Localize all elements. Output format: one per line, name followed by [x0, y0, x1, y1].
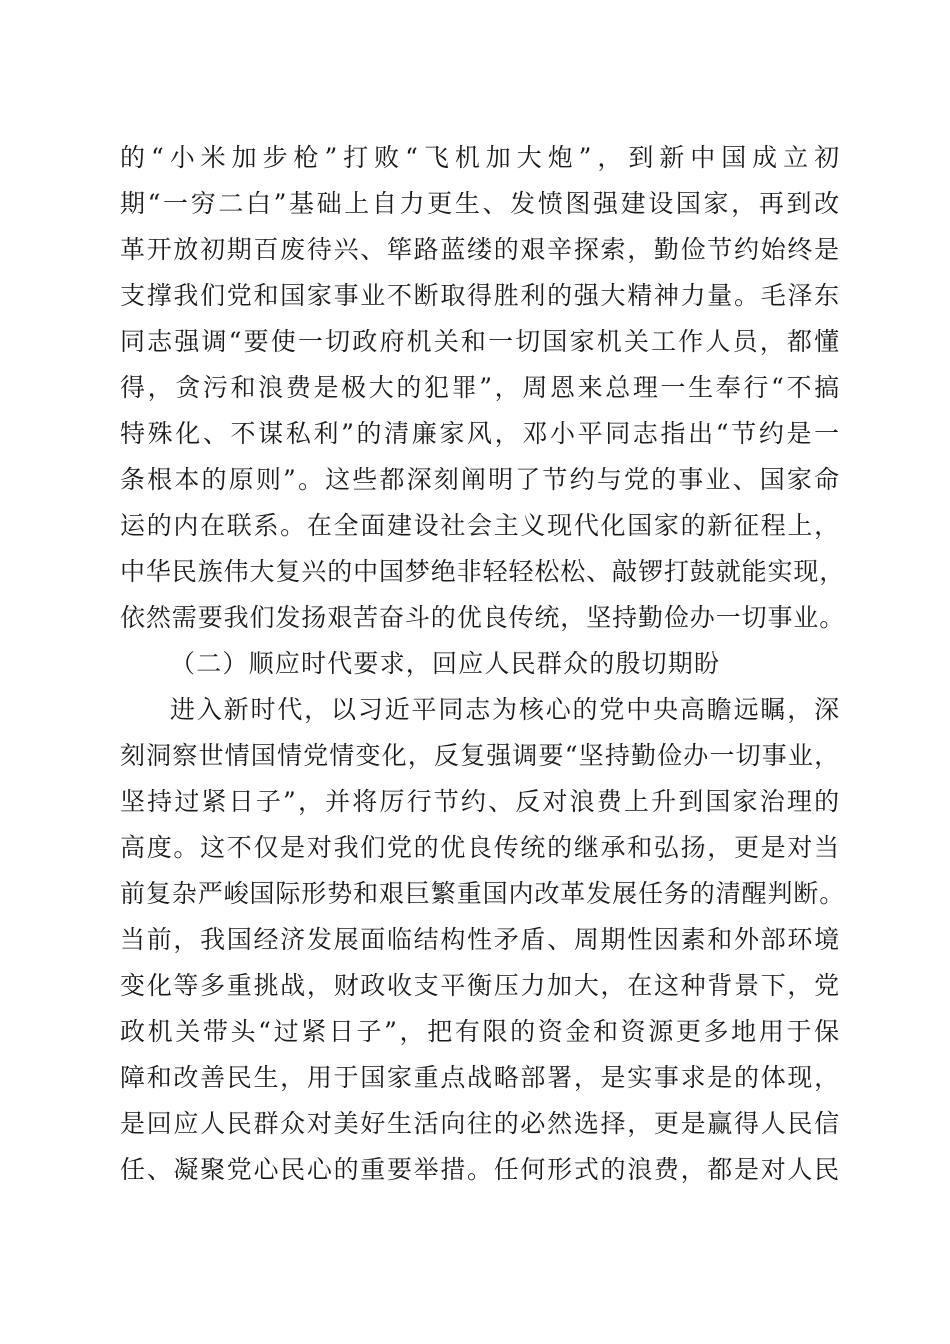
body-line: 前复杂严峻国际形势和艰巨繁重国内改革发展任务的清醒判断。	[120, 879, 846, 908]
body-line: 中华民族伟大复兴的中国梦绝非轻轻松松、敲锣打鼓就能实现，	[120, 557, 846, 586]
body-line: 运的内在联系。在全面建设社会主义现代化国家的新征程上，	[120, 511, 840, 540]
body-line: 任、凝聚党心民心的重要举措。任何形式的浪费，都是对人民	[120, 1155, 840, 1184]
body-line: 革开放初期百废待兴、筚路蓝缕的艰辛探索，勤俭节约始终是	[120, 235, 840, 264]
body-line: 政机关带头“过紧日子”，把有限的资金和资源更多地用于保	[120, 1017, 840, 1046]
body-line: 的“小米加步枪”打败“飞机加大炮”，到新中国成立初	[120, 143, 840, 172]
body-line: 变化等多重挑战，财政收支平衡压力加大，在这种背景下，党	[120, 971, 840, 1000]
body-line: 支撑我们党和国家事业不断取得胜利的强大精神力量。毛泽东	[120, 281, 840, 310]
body-line: 得，贪污和浪费是极大的犯罪”，周恩来总理一生奉行“不搞	[120, 373, 840, 402]
body-line: 特殊化、不谋私利”的清廉家风，邓小平同志指出“节约是一	[120, 419, 840, 448]
body-line: 当前，我国经济发展面临结构性矛盾、周期性因素和外部环境	[120, 925, 840, 954]
body-line: 依然需要我们发扬艰苦奋斗的优良传统，坚持勤俭办一切事业。	[120, 603, 846, 632]
body-line: 刻洞察世情国情党情变化，反复强调要“坚持勤俭办一切事业，	[120, 741, 840, 770]
body-line: 高度。这不仅是对我们党的优良传统的继承和弘扬，更是对当	[120, 833, 840, 862]
body-line: 是回应人民群众对美好生活向往的必然选择，更是赢得人民信	[120, 1109, 840, 1138]
body-line: 条根本的原则”。这些都深刻阐明了节约与党的事业、国家命	[120, 465, 840, 494]
body-line: 同志强调“要使一切政府机关和一切国家机关工作人员，都懂	[120, 327, 840, 356]
body-line: 坚持过紧日子”，并将厉行节约、反对浪费上升到国家治理的	[120, 787, 840, 816]
body-line: 期“一穷二白”基础上自力更生、发愤图强建设国家，再到改	[120, 189, 840, 218]
body-line: 障和改善民生，用于国家重点战略部署，是实事求是的体现，	[120, 1063, 840, 1092]
body-line: 进入新时代，以习近平同志为核心的党中央高瞻远瞩，深	[170, 695, 840, 724]
section-heading: （二）顺应时代要求，回应人民群众的殷切期盼	[170, 649, 721, 678]
